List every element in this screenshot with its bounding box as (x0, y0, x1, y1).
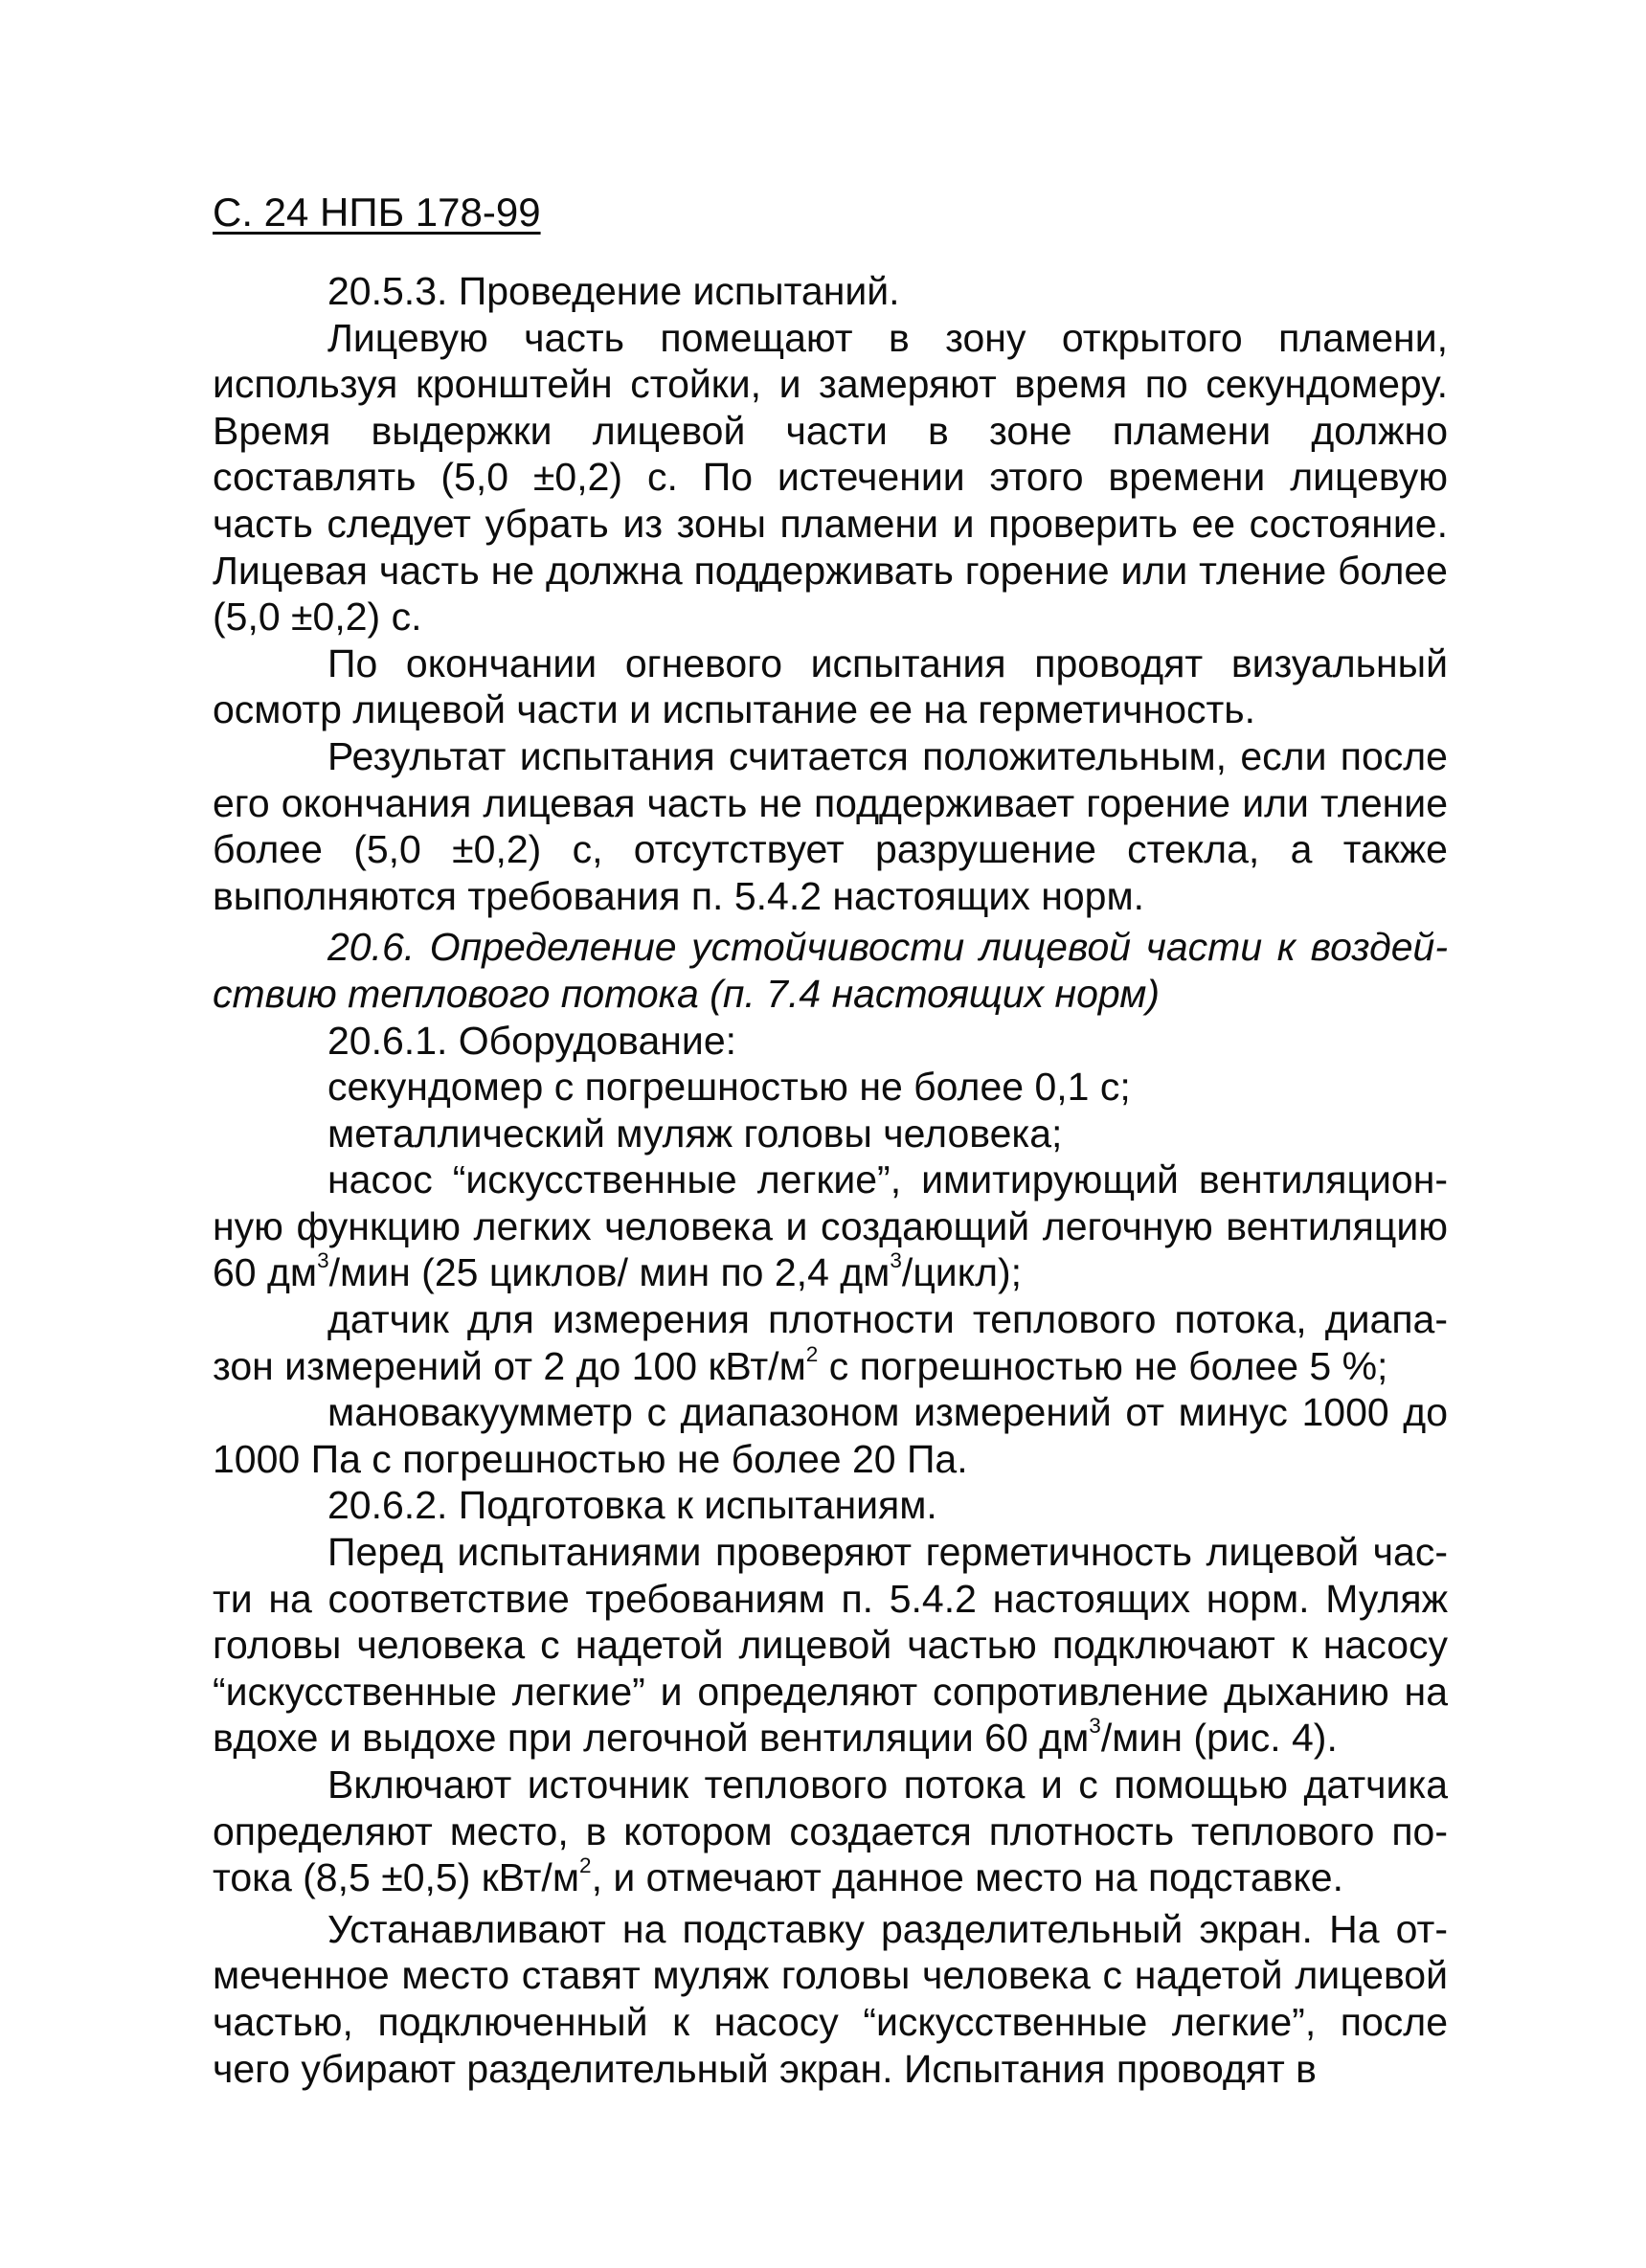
text-run: с погрешностью не более 5 %; (818, 1343, 1388, 1388)
page-header: С. 24 НПБ 178-99 (213, 190, 541, 235)
superscript: 3 (1089, 1714, 1101, 1739)
superscript: 2 (579, 1853, 592, 1878)
paragraph: По окончании огневого испытания проводят визуальный осмотр лицевой части и испытание ее на герметичность. (213, 640, 1448, 732)
section-title-20-6: 20.6. Определение устойчивости лицевой части к воздействию теплового потока (п. 7.4 настоящих норм) (213, 925, 1448, 1016)
superscript: 3 (317, 1248, 329, 1273)
text-run: Перед испытаниями проверяют герметичность лицевой части на соответствие требованиям п. 5.4.2 настоящих норм. Муляж головы человека с надетой лицевой частью подключают к насосу “искусственные легкие” и определяют сопротивление дыханию на вдохе и выдохе при легочной вентиляции 60 дм (213, 1530, 1448, 1761)
paragraph (213, 1529, 1448, 1762)
paragraph: Лицевую часть помещают в зону открытого пламени, используя кронштейн стойки, и замеряют время по секундомеру. Время выдержки лицевой части в зоне пламени должно составлять (5,0 ±0,2) с. По истечении этого времени лицевую часть следует убрать из зоны пламени и проверить ее состояние. Лицевая часть не должна поддерживать горение или тление более (5,0 ±0,2) с. (213, 315, 1448, 640)
list-item: металлический муляж головы человека; (327, 1111, 1063, 1156)
text-run: , и отмечают данное место на подставке. (591, 1855, 1343, 1900)
subsection-heading-20-6-1: 20.6.1. Оборудование: (327, 1018, 737, 1063)
list-item: секундомер с погрешностью не более 0,1 с; (327, 1065, 1131, 1110)
paragraph: Результат испытания считается положительным, если после его окончания лицевая часть не поддерживает горение или тление более (5,0 ±0,2) с, отсутствует разрушение стекла, а также выполняются требования п. 5.4.2 настоящих норм. (213, 733, 1448, 918)
text-run: /мин (рис. 4). (1100, 1716, 1338, 1761)
superscript: 3 (890, 1248, 902, 1273)
section-heading-20-5-3: 20.5.3. Проведение испытаний. (327, 269, 900, 313)
list-item (213, 1296, 1448, 1389)
text-run: /цикл); (901, 1250, 1023, 1295)
list-item (213, 1156, 1448, 1296)
paragraph: Устанавливают на подставку разделительный экран. На отмеченное место ставят муляж головы человека с надетой лицевой частью, подключенный к насосу “искусственные легкие”, после чего убирают разделительный экран. Испытания проводят в (213, 1906, 1448, 2091)
paragraph (213, 1762, 1448, 1901)
text-run: датчик для измерения плотности теплового потока, диапазон измерений от 2 до 100 кВт/м (213, 1297, 1448, 1388)
text-run: /мин (25 циклов/ мин по 2,4 дм (328, 1250, 891, 1295)
superscript: 2 (805, 1341, 819, 1366)
text-run: насос “искусственные легкие”, имитирующий вентиляционную функцию легких человека и создающий легочную вентиляцию 60 дм (213, 1157, 1448, 1295)
document-body (213, 268, 1448, 2092)
text-run: Включают источник теплового потока и с помощью датчика определяют место, в котором создается плотность теплового потока (8,5 ±0,5) кВт/м (213, 1763, 1448, 1900)
subsection-heading-20-6-2: 20.6.2. Подготовка к испытаниям. (327, 1483, 937, 1528)
list-item: мановакуумметр с диапазоном измерений от минус 1000 до 1000 Па с погрешностью не более 20 Па. (213, 1390, 1448, 1481)
